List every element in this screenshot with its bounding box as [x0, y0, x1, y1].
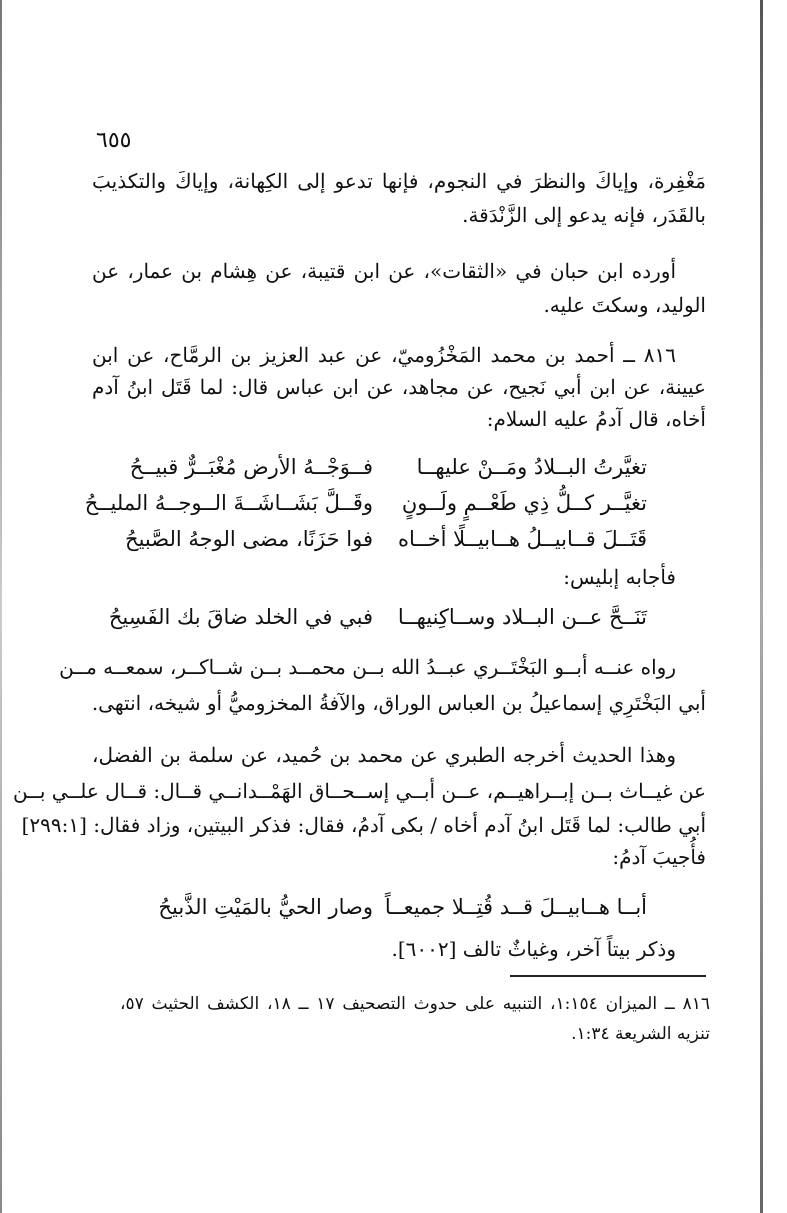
- paragraph-line: أخاه، قال آدمُ عليه السلام:: [486, 407, 706, 431]
- verse-hemistich-left: فوا حَزَنًا، مضى الوجهُ الصَّبيحُ: [125, 527, 373, 551]
- scan-right-edge: [760, 0, 763, 1213]
- footnote-line: ٨١٦ ــ الميزان ١:١٥٤، التنبيه على حدوث التصحيف ١٧ ــ ١٨، الكشف الحثيث ٥٧،: [120, 994, 710, 1014]
- paragraph-line: وذكر بيتاً آخر، وغياثٌ تالف [٦٠٠٢].: [391, 937, 676, 961]
- paragraph-line: وهذا الحديث أخرجه الطبري عن محمد بن حُميد، عن سلمة بن الفضل،: [92, 743, 676, 767]
- verse-hemistich-right: قَتَــلَ قــابيــلُ هــابيــلًا أخــاه: [397, 527, 647, 551]
- paragraph-line: رواه عنــه أبــو البَخْتَــري عبــدُ الله بــن محمــد بــن شــاكــر، سمعــه مــن: [59, 655, 676, 679]
- verse-hemistich-left: فــوَجْــهُ الأرض مُغْبَــرٌّ قبيــحُ: [129, 455, 373, 479]
- paragraph-line: عن غيــاث بــن إبــراهيــم، عــن أبــي إســحــاق الهَمْــدانــي قــال: قــال علــي بــن: [12, 779, 706, 803]
- paragraph-line: مَغْفِرة، وإياكَ والنظرَ في النجوم، فإنها تدعو إلى الكِهانة، وإياكَ والتكذيبَ: [92, 169, 706, 193]
- paragraph-line: فأُجيبَ آدمُ:: [612, 845, 706, 869]
- verse-hemistich-right: تغيَّــر كــلُّ ذِي طَعْــمٍ ولَــونٍ: [401, 491, 647, 515]
- footnote-line: تنزيه الشريعة ١:٣٤.: [571, 1024, 710, 1044]
- verse-hemistich-left: وصار الحيُّ بالمَيْتِ الذَّبيحُ: [158, 895, 373, 919]
- paragraph-line: أورده ابن حبان في «الثقات»، عن ابن قتيبة، عن هِشام بن عمار، عن: [92, 259, 676, 283]
- verse-hemistich-right: أبــا هــابيــلَ قــد قُتِــلا جميعــاً: [384, 895, 647, 919]
- paragraph-line: بالقَدَر، فإنه يدعو إلى الزَّنْدَقة.: [462, 203, 706, 227]
- paragraph-line: أبي البَخْتَرِي إسماعيلُ بن العباس الوراق، والآفةُ المخزوميُّ أو شيخه، انتهى.: [91, 691, 706, 715]
- paragraph-line-with-page-marker: أبي طالب: لما قَتَل ابنُ آدم أخاه / بكى آدمُ، فقال: فذكر البيتين، وزاد فقال: [٢٩٩:١]: [21, 813, 706, 837]
- scan-left-edge: [0, 0, 2, 1213]
- paragraph-line: الوليد، وسكتَ عليه.: [543, 293, 706, 317]
- page-number: ٦٥٥: [96, 128, 132, 153]
- entry-heading-line: ٨١٦ ــ أحمد بن محمد المَخْزُوميّ، عن عبد العزيز بن الرمَّاح، عن ابن: [92, 343, 676, 367]
- iblis-intro: فأجابه إبليس:: [563, 565, 676, 589]
- verse-hemistich-left: وقَــلَّ بَشَــاشَــةَ الــوجــهُ المليــحُ: [84, 491, 373, 515]
- verse-hemistich-right: تَنَــحَّ عــن البــلاد وســاكِنيهــا: [397, 605, 647, 629]
- footnote-separator: [510, 975, 706, 977]
- verse-hemistich-left: فبي في الخلد ضاقَ بك الفَسِيحُ: [108, 605, 373, 629]
- verse-hemistich-right: تغيَّرتُ البــلادُ ومَــنْ عليهــا: [416, 455, 647, 479]
- paragraph-line: عيينة، عن ابن أبي نَجيح، عن مجاهد، عن ابن عباس قال: لما قَتَل ابنُ آدم: [92, 375, 706, 399]
